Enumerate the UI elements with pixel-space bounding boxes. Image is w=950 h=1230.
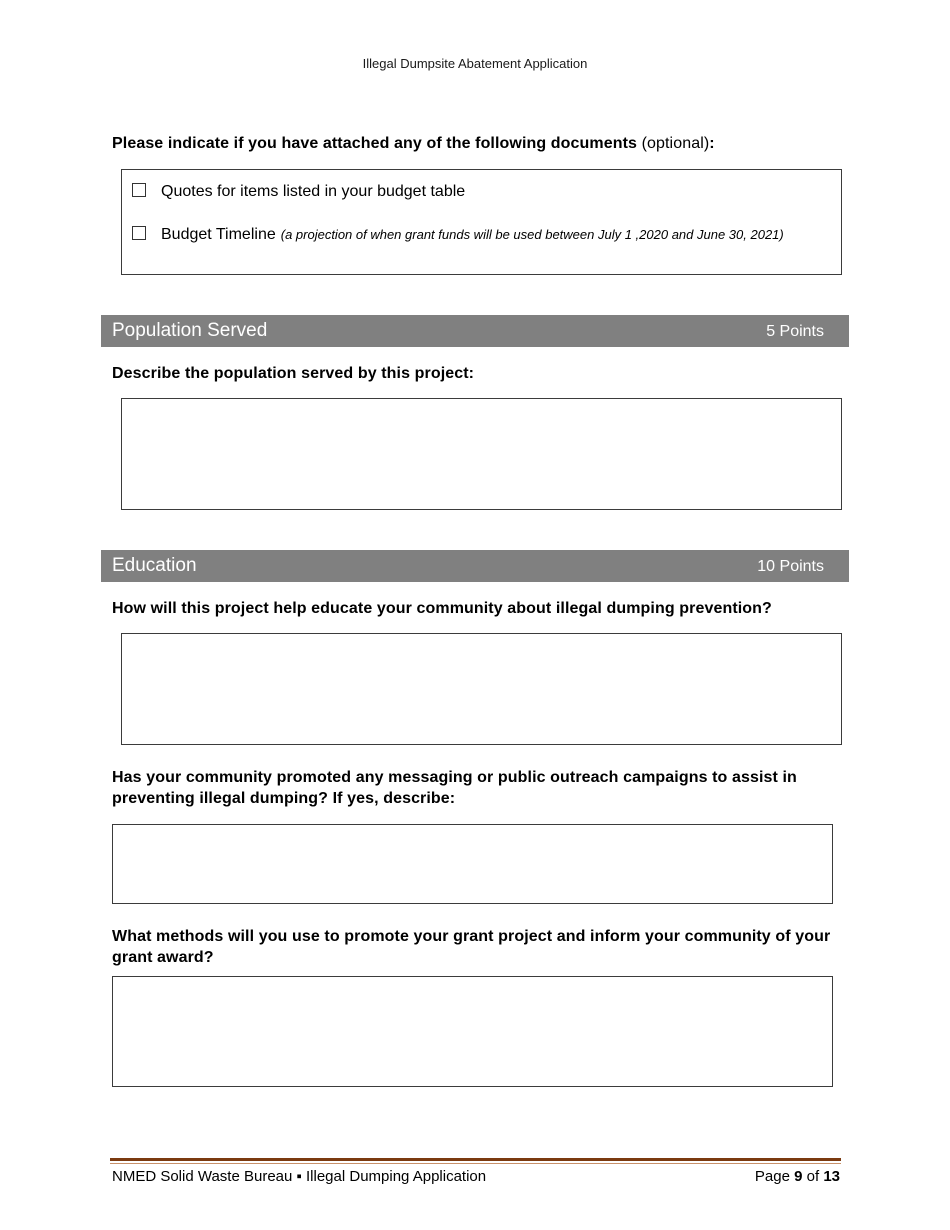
footer-doc-title: NMED Solid Waste Bureau ▪ Illegal Dumping Application	[112, 1168, 487, 1185]
attachments-prompt-bold: Please indicate if you have attached any of the following documents	[112, 135, 638, 152]
checkbox-quotes[interactable]	[132, 183, 146, 197]
section-header-population	[101, 315, 849, 347]
education-question-2: Has your community promoted any messaging or public outreach campaigns to assist in preventing illegal dumping? If yes, describe:	[112, 769, 797, 807]
population-answer-field[interactable]	[121, 398, 842, 510]
education-question-3: What methods will you use to promote your grant project and inform your community of your grant award?	[112, 928, 831, 966]
attachments-prompt	[112, 133, 715, 154]
footer-page-of: of	[802, 1168, 824, 1185]
checkbox-budget-timeline[interactable]	[132, 226, 146, 240]
attachments-prompt-optional: (optional)	[637, 135, 710, 152]
footer-rule	[110, 1158, 841, 1161]
footer-page-prefix: Page	[754, 1168, 795, 1185]
section-points-education: 10 Points	[757, 558, 824, 575]
section-title-education: Education	[112, 555, 197, 576]
attachment-label-quotes: Quotes for items listed in your budget table	[161, 183, 466, 200]
footer-rule-thin	[110, 1163, 841, 1164]
education-answer-field-3[interactable]	[112, 976, 833, 1087]
attachments-box	[121, 169, 842, 275]
attachment-option-quotes[interactable]	[132, 182, 465, 202]
footer-page-number	[700, 1167, 840, 1187]
population-question: Describe the population served by this project:	[112, 365, 475, 382]
education-answer-field-2[interactable]	[112, 824, 833, 904]
footer-page-current: 9	[794, 1168, 803, 1185]
attachments-prompt-colon: :	[709, 135, 715, 152]
section-points-population: 5 Points	[766, 323, 824, 340]
section-header-education	[101, 550, 849, 582]
attachment-option-budget-timeline[interactable]	[132, 225, 784, 245]
footer-page-total: 13	[823, 1168, 840, 1185]
section-title-population: Population Served	[112, 320, 268, 341]
attachment-label-budget-timeline: Budget Timeline	[161, 226, 276, 243]
education-question-1: How will this project help educate your community about illegal dumping prevention?	[112, 600, 772, 617]
attachment-note-budget-timeline: (a projection of when grant funds will be used between July 1 ,2020 and June 30, 2021)	[280, 227, 784, 242]
page-header: Illegal Dumpsite Abatement Application	[362, 56, 588, 71]
education-answer-field-1[interactable]	[121, 633, 842, 745]
